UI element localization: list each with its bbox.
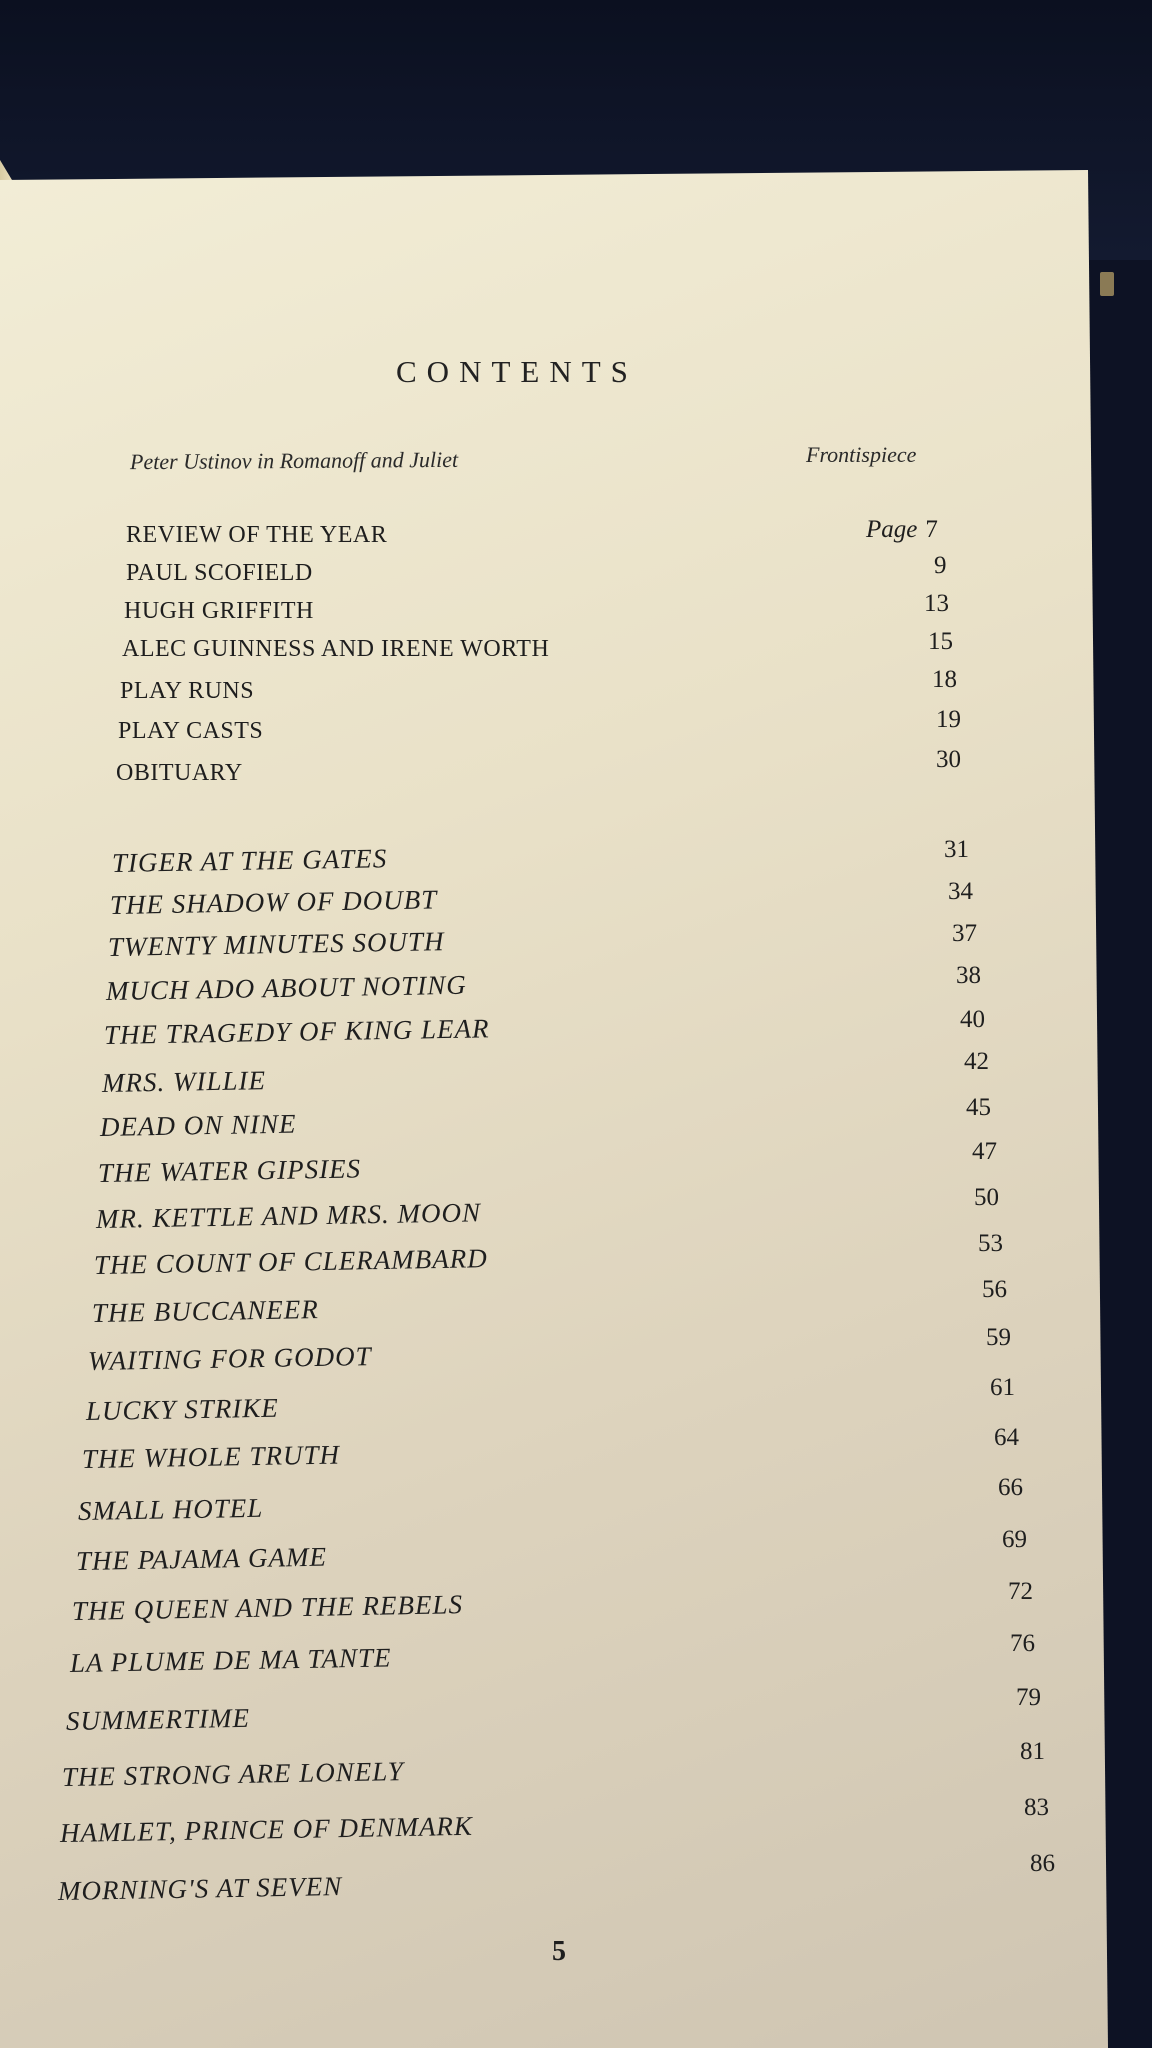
play-title: THE WATER GIPSIES bbox=[97, 1153, 362, 1188]
play-page-number: 59 bbox=[986, 1324, 1011, 1351]
play-title: THE BUCCANEER bbox=[91, 1294, 319, 1328]
section-title: PAUL SCOFIELD bbox=[126, 560, 313, 586]
play-page-number: 66 bbox=[998, 1474, 1023, 1501]
page-folio: 5 bbox=[552, 1936, 566, 1967]
section-title: OBITUARY bbox=[116, 760, 243, 786]
play-page-number: 42 bbox=[964, 1048, 989, 1075]
play-page-number: 61 bbox=[990, 1374, 1015, 1401]
frontispiece-caption: Peter Ustinov in Romanoff and Juliet bbox=[129, 446, 459, 475]
page-word-label: Page bbox=[866, 516, 918, 543]
page-edge-tab bbox=[1100, 272, 1114, 296]
play-title: THE SHADOW OF DOUBT bbox=[109, 884, 438, 920]
play-title: THE PAJAMA GAME bbox=[75, 1541, 328, 1576]
section-page-number: 13 bbox=[924, 590, 949, 617]
section-title: PLAY CASTS bbox=[118, 718, 264, 744]
play-title: TWENTY MINUTES SOUTH bbox=[107, 926, 445, 962]
play-title: THE STRONG ARE LONELY bbox=[61, 1756, 404, 1792]
play-page-number: 50 bbox=[974, 1184, 999, 1211]
play-page-number: 81 bbox=[1020, 1738, 1045, 1765]
play-title: WAITING FOR GODOT bbox=[87, 1341, 372, 1376]
section-title: HUGH GRIFFITH bbox=[124, 598, 314, 624]
play-title: LA PLUME DE MA TANTE bbox=[69, 1642, 392, 1678]
section-page-number: 18 bbox=[932, 666, 957, 693]
play-page-number: 45 bbox=[966, 1094, 991, 1121]
section-page-number bbox=[866, 516, 938, 544]
page-number-value: 7 bbox=[925, 516, 938, 543]
play-page-number: 53 bbox=[978, 1230, 1003, 1257]
play-page-number: 56 bbox=[982, 1276, 1007, 1303]
play-title: MRS. WILLIE bbox=[101, 1065, 267, 1098]
play-title: DEAD ON NINE bbox=[99, 1108, 297, 1142]
play-page-number: 76 bbox=[1010, 1630, 1035, 1657]
play-title: THE COUNT OF CLERAMBARD bbox=[93, 1243, 488, 1280]
play-title: SMALL HOTEL bbox=[77, 1492, 264, 1526]
section-title: ALEC GUINNESS AND IRENE WORTH bbox=[122, 636, 550, 662]
play-page-number: 64 bbox=[994, 1424, 1019, 1451]
play-page-number: 69 bbox=[1002, 1526, 1027, 1553]
play-title: MORNING'S AT SEVEN bbox=[57, 1871, 343, 1906]
play-title: MR. KETTLE AND MRS. MOON bbox=[95, 1197, 482, 1234]
section-page-number: 15 bbox=[928, 628, 953, 655]
play-page-number: 79 bbox=[1016, 1684, 1041, 1711]
play-page-number: 31 bbox=[944, 836, 969, 863]
section-title: PLAY RUNS bbox=[120, 678, 255, 704]
play-page-number: 37 bbox=[952, 920, 977, 947]
play-title: THE QUEEN AND THE REBELS bbox=[71, 1589, 464, 1626]
page-title: CONTENTS bbox=[396, 354, 638, 389]
play-title: LUCKY STRIKE bbox=[85, 1392, 280, 1426]
play-page-number: 40 bbox=[960, 1006, 985, 1033]
section-page-number: 19 bbox=[936, 706, 961, 733]
play-title: THE TRAGEDY OF KING LEAR bbox=[103, 1013, 490, 1050]
play-title: SUMMERTIME bbox=[65, 1702, 251, 1736]
play-title: TIGER AT THE GATES bbox=[111, 843, 388, 878]
play-page-number: 83 bbox=[1024, 1794, 1049, 1821]
section-title: REVIEW OF THE YEAR bbox=[126, 522, 388, 548]
section-page-number: 9 bbox=[934, 552, 947, 579]
section-page-number: 30 bbox=[936, 746, 961, 773]
play-title: HAMLET, PRINCE OF DENMARK bbox=[59, 1810, 474, 1848]
play-page-number: 34 bbox=[948, 878, 973, 905]
play-title: THE WHOLE TRUTH bbox=[81, 1439, 341, 1474]
play-page-number: 47 bbox=[972, 1138, 997, 1165]
play-page-number: 86 bbox=[1030, 1850, 1055, 1877]
play-page-number: 72 bbox=[1008, 1578, 1033, 1605]
play-title: MUCH ADO ABOUT NOTING bbox=[105, 969, 467, 1006]
frontispiece-label: Frontispiece bbox=[806, 442, 917, 467]
play-page-number: 38 bbox=[956, 962, 981, 989]
